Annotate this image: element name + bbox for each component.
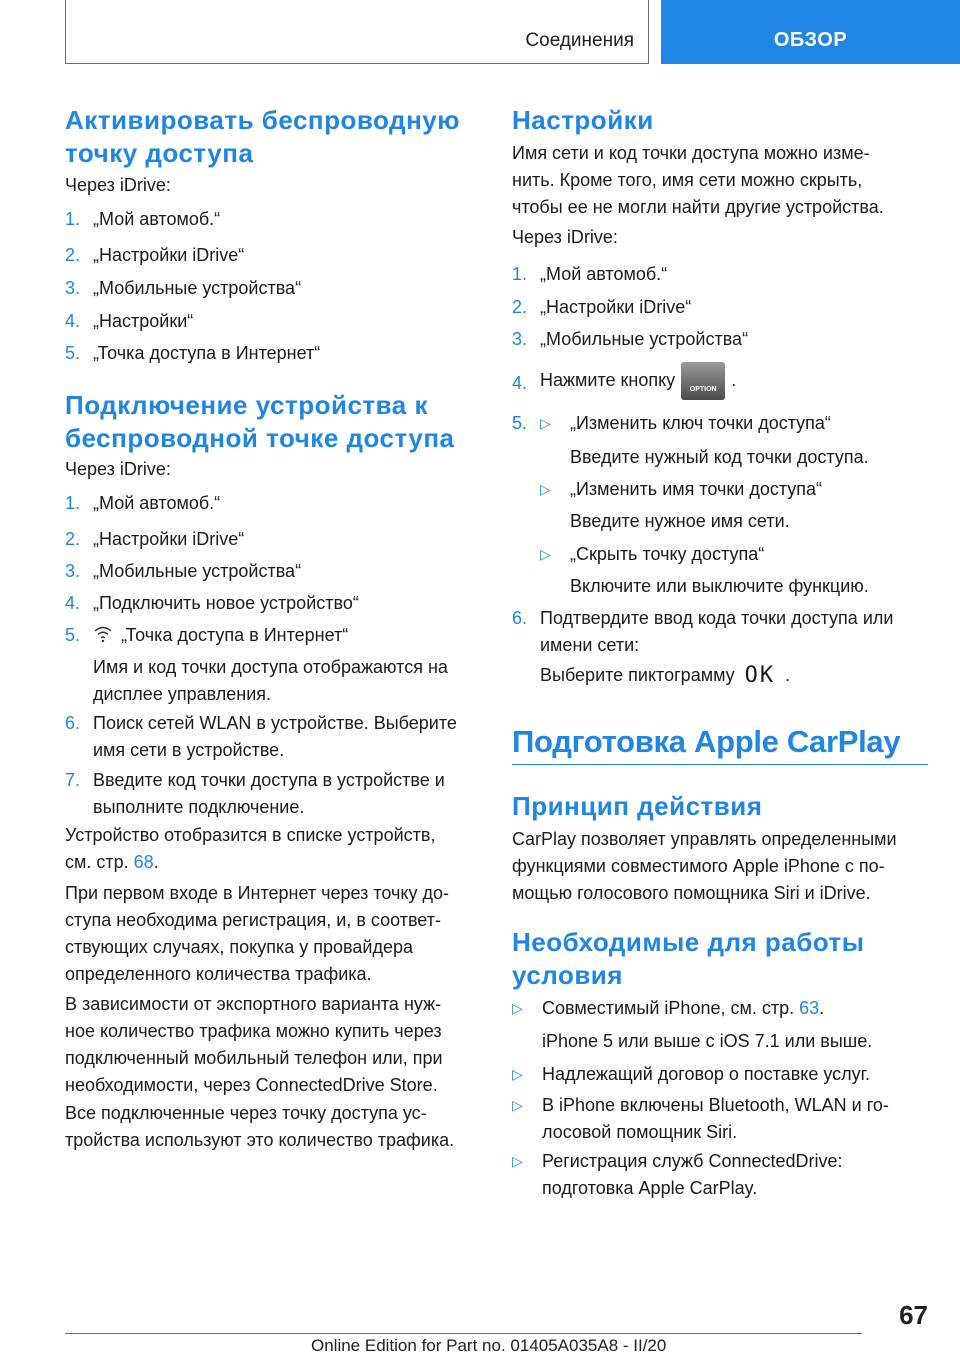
list-item: 2. „Настройки iDrive“: [512, 297, 692, 317]
bullet-item: ▷ Надлежащий договор о поставке услуг.: [512, 1061, 932, 1088]
header-section-box: [65, 0, 649, 64]
option-button-icon: OPTION: [681, 362, 725, 400]
wifi-icon: [93, 625, 113, 643]
paragraph-device-list: Устройство отобразится в списке устройств, см. стр. 68.: [65, 825, 436, 872]
paragraph-traffic: В зависимости от экспортного варианта нуж- ное количество трафика можно купить через подключенный мобильный телефон или, при необходимости, через ConnectedDrive Store.: [65, 994, 443, 1095]
bullet-item: ▷ В iPhone включены Bluetooth, WLAN и го- лосовой помощник Siri.: [512, 1092, 932, 1146]
list-item: 2. „Настройки iDrive“: [65, 529, 245, 549]
page-number: 67: [899, 1300, 928, 1330]
triangle-bullet-icon: ▷: [512, 1066, 523, 1082]
heading-settings: Настройки: [512, 105, 654, 135]
chapter-title-carplay: Подготовка Apple CarPlay: [512, 724, 901, 759]
list-item: 1. „Мой автомоб.“: [512, 264, 668, 284]
list-item: 5. „Точка доступа в Интернет“: [65, 625, 349, 645]
triangle-bullet-icon: ▷: [512, 1000, 523, 1016]
item6-note: Выберите пиктограмму OK .: [540, 663, 791, 688]
sub-item-note: Введите нужный код точки доступа.: [570, 447, 869, 467]
sub-item: ▷ „Скрыть точку доступа“: [540, 541, 932, 568]
paragraph-shared-traffic: Все подключенные через точку доступа ус- тройства используют это количество трафика.: [65, 1103, 455, 1150]
list-item: 4. „Настройки“: [65, 311, 194, 331]
sub-item: ▷ „Изменить ключ точки доступа“: [540, 410, 932, 437]
heading-activate-hotspot: Активировать беспроводную точку доступа: [65, 105, 460, 168]
triangle-bullet-icon: ▷: [512, 1153, 523, 1169]
header-tab-overview[interactable]: [661, 0, 960, 64]
header-section-title: Соединения: [525, 30, 634, 51]
list-item: 3. „Мобильные устройства“: [65, 278, 302, 298]
list-item: 6. Поиск сетей WLAN в устройстве. Выберите имя сети в устройстве.: [65, 713, 457, 760]
heading-principle: Принцип действия: [512, 791, 763, 821]
paragraph-registration: При первом входе в Интернет через точку до- ступа необходима регистрация, и, в соответ- ствующих случаях, покупка у провайдера определенного количества трафика.: [65, 883, 450, 984]
list-item: 4. „Подключить новое устройство“: [65, 593, 359, 613]
list-item: 7. Введите код точки доступа в устройстве и выполните подключение.: [65, 770, 445, 817]
triangle-bullet-icon: ▷: [512, 1097, 523, 1113]
list-item: 6. Подтвердите ввод кода точки доступа или имени сети:: [512, 608, 894, 655]
list-item: 5. „Точка доступа в Интернет“: [65, 343, 321, 363]
settings-description: Имя сети и код точки доступа можно изме- нить. Кроме того, имя сети можно скрыть, чтобы ее не могли найти другие устройства.: [512, 143, 884, 217]
item5-note: Имя и код точки доступа отображаются на дисплее управления.: [93, 657, 448, 704]
chapter-rule: [512, 764, 928, 765]
heading-requirements: Необходимые для работы условия: [512, 927, 865, 990]
bullet-item: ▷ Совместимый iPhone, см. стр. 63.: [512, 995, 932, 1022]
sub-item: ▷ „Изменить имя точки доступа“: [540, 476, 932, 503]
list-item: 1. „Мой автомоб.“: [65, 493, 221, 513]
via-idrive-2: Через iDrive:: [65, 459, 171, 479]
page-link-63[interactable]: 63: [799, 998, 820, 1018]
footer-rule: [65, 1333, 862, 1334]
triangle-bullet-icon: ▷: [540, 481, 551, 497]
principle-description: CarPlay позволяет управлять определенными функциями совместимого Apple iPhone с по- мощью голосового помощника Siri и iDrive.: [512, 829, 897, 903]
via-idrive-3: Через iDrive:: [512, 227, 618, 247]
triangle-bullet-icon: ▷: [540, 546, 551, 562]
bullet-item: ▷ Регистрация служб ConnectedDrive: подготовка Apple CarPlay.: [512, 1148, 932, 1202]
list-item: 1. „Мой автомоб.“: [65, 209, 221, 229]
list-item: 3. „Мобильные устройства“: [65, 561, 302, 581]
ok-icon: OK: [744, 663, 776, 688]
header-tab-label: ОБЗОР: [773, 29, 848, 51]
via-idrive-1: Через iDrive:: [65, 175, 171, 195]
sub-item-note: Включите или выключите функцию.: [570, 576, 869, 596]
list-item: 2. „Настройки iDrive“: [65, 245, 245, 265]
list-item: 3. „Мобильные устройства“: [512, 329, 749, 349]
list-item: 4. Нажмите кнопку OPTION .: [512, 370, 932, 400]
bullet-note: iPhone 5 или выше с iOS 7.1 или выше.: [542, 1031, 873, 1051]
triangle-bullet-icon: ▷: [540, 415, 551, 431]
footer-edition: Online Edition for Part no. 01405A035A8 - II/20: [311, 1336, 667, 1355]
page-link-68[interactable]: 68: [133, 852, 154, 872]
sub-item-note: Введите нужное имя сети.: [570, 511, 790, 531]
heading-connect-device: Подключение устройства к беспроводной точке доступа: [65, 390, 455, 453]
